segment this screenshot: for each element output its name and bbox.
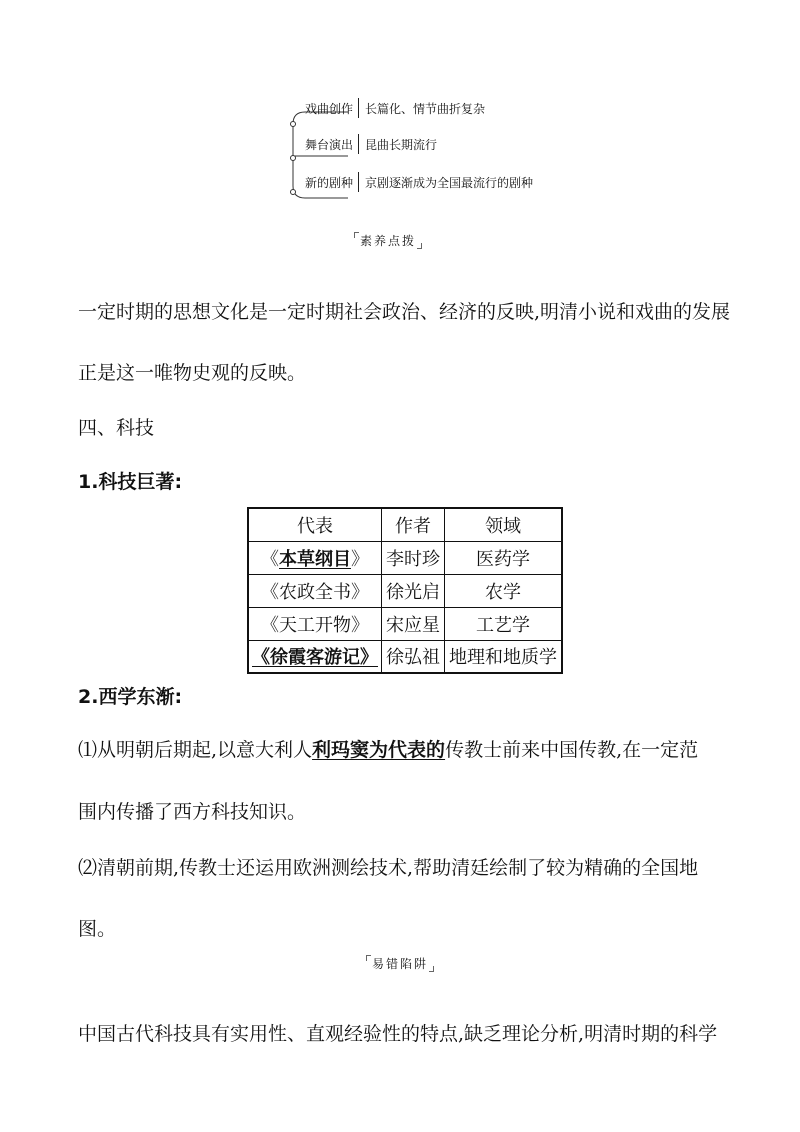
book-cell: 《天工开物》	[248, 607, 382, 640]
book-title: 徐霞客游记	[270, 647, 360, 669]
field-cell: 地理和地质学	[445, 640, 563, 673]
author-cell: 徐光启	[382, 574, 445, 607]
column-header: 代表	[248, 508, 382, 541]
book-title: 本草纲目	[279, 548, 351, 570]
author-cell: 宋应星	[382, 607, 445, 640]
science-books-table	[247, 507, 563, 674]
theater-tree-diagram	[0, 0, 800, 220]
emphasis-text: 利玛窦为代表的	[312, 739, 446, 761]
tree-label: 戏曲创作	[305, 101, 354, 116]
author-cell: 徐弘祖	[382, 640, 445, 673]
column-header: 领域	[445, 508, 563, 541]
paragraph-line: 正是这一唯物史观的反映。	[78, 362, 307, 384]
book-title: 农政全书	[279, 581, 351, 603]
paragraph-line: 图。	[78, 918, 117, 940]
field-cell: 农学	[445, 574, 563, 607]
field-cell: 工艺学	[445, 607, 563, 640]
book-cell: 《徐霞客游记》	[248, 640, 382, 673]
tree-separator	[358, 172, 359, 192]
table-row	[248, 574, 562, 607]
column-header: 作者	[382, 508, 445, 541]
field-cell: 医药学	[445, 541, 563, 574]
paragraph-line: 一定时期的思想文化是一定时期社会政治、经济的反映,明清小说和戏曲的发展	[78, 301, 731, 323]
table-row	[248, 607, 562, 640]
tree-label: 舞台演出	[305, 137, 354, 152]
table-header-row	[248, 508, 562, 541]
tree-description: 京剧逐渐成为全国最流行的剧种	[365, 175, 534, 190]
book-cell: 《农政全书》	[248, 574, 382, 607]
tree-label: 新的剧种	[305, 175, 354, 190]
paragraph-line: 围内传播了西方科技知识。	[78, 801, 307, 823]
tree-row	[305, 96, 485, 120]
book-cell: 《本草纲目》	[248, 541, 382, 574]
book-title: 天工开物	[279, 614, 351, 636]
table-row	[248, 640, 562, 673]
subheading: 2.西学东渐:	[78, 686, 183, 708]
paragraph-line: ⑵清朝前期,传教士还运用欧洲测绘技术,帮助清廷绘制了较为精确的全国地	[78, 857, 699, 879]
tree-description: 昆曲长期流行	[365, 137, 438, 152]
tree-separator	[358, 134, 359, 154]
author-cell: 李时珍	[382, 541, 445, 574]
subheading: 1.科技巨著:	[78, 471, 183, 493]
tree-row	[305, 170, 533, 194]
paragraph-line: ⑴从明朝后期起,以意大利人利玛窦为代表的传教士前来中国传教,在一定范	[78, 739, 699, 761]
tree-description: 长篇化、情节曲折复杂	[365, 101, 486, 116]
section-tag-literacy: 素养点拨	[354, 232, 422, 249]
section-tag-pitfall: 易错陷阱	[366, 955, 434, 972]
table-row	[248, 541, 562, 574]
tree-row	[305, 132, 437, 156]
section-heading: 四、科技	[78, 417, 155, 439]
paragraph-line: 中国古代科技具有实用性、直观经验性的特点,缺乏理论分析,明清时期的科学	[78, 1023, 718, 1045]
tree-separator	[358, 98, 359, 118]
